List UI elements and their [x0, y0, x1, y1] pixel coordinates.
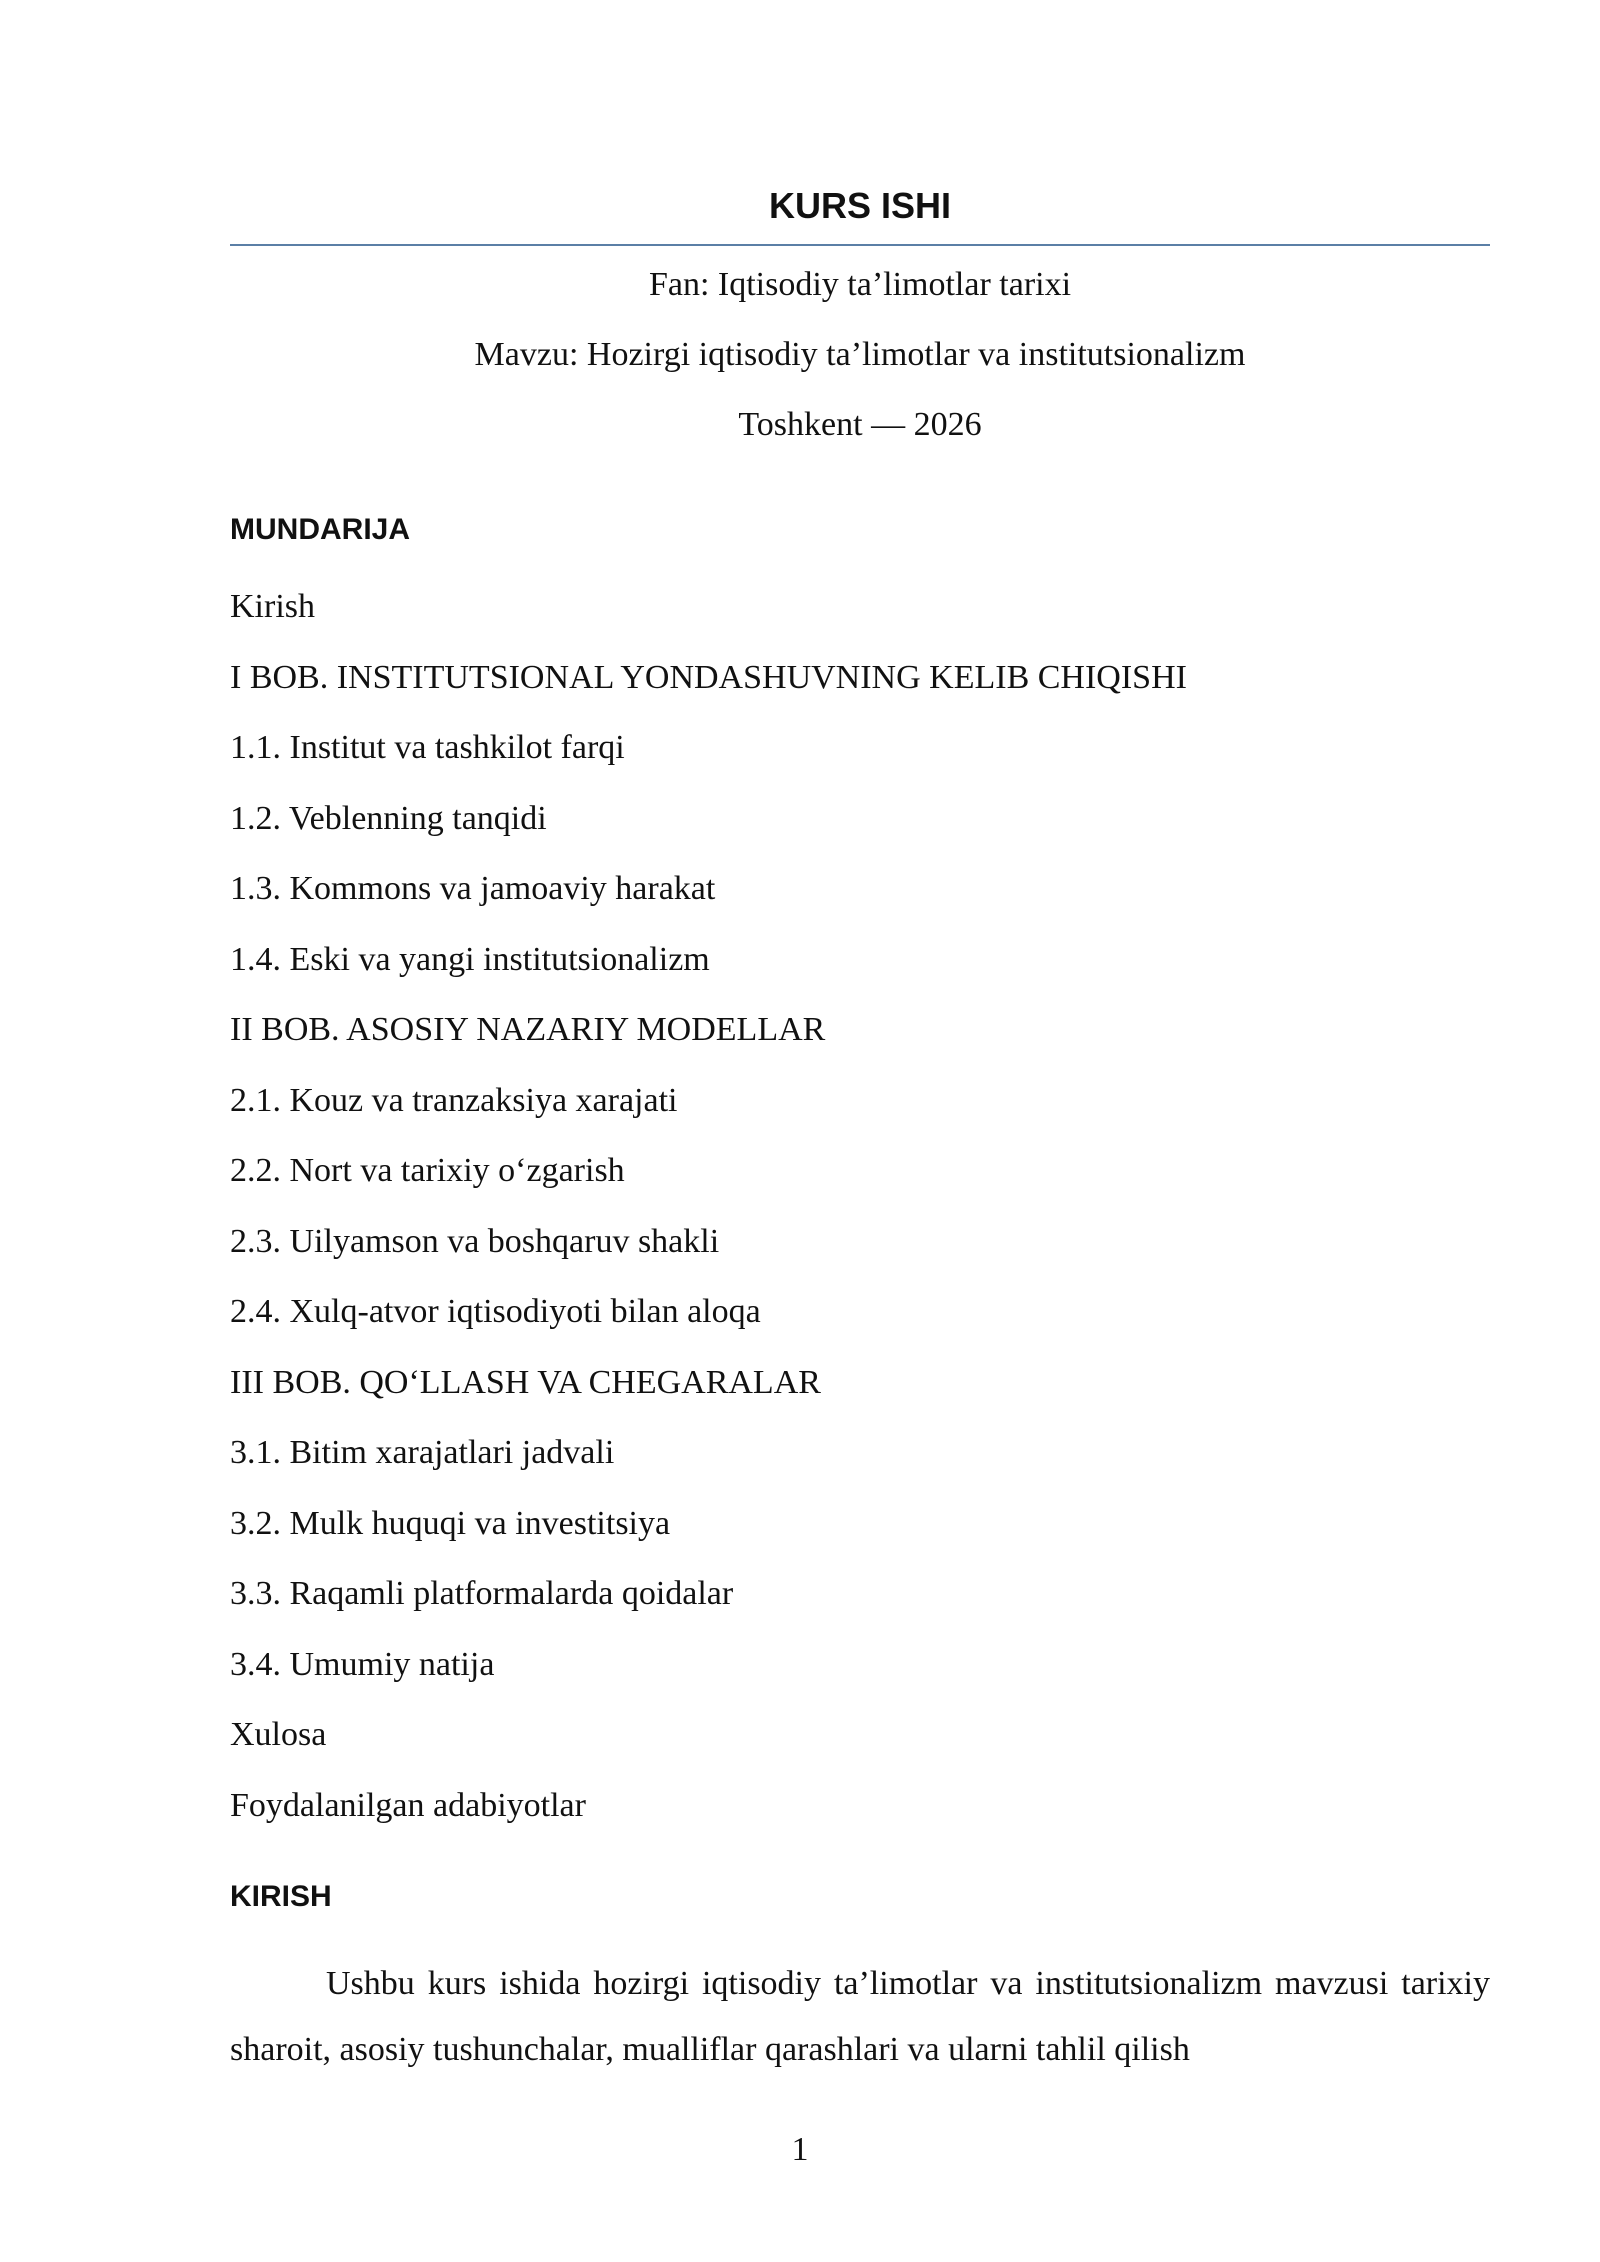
page-content: [230, 180, 1490, 2083]
toc-item-2-1: 2.1. Kouz va tranzaksiya xarajati: [230, 1081, 678, 1119]
topic-line: Mavzu: Hozirgi iqtisodiy ta’limotlar va institutsionalizm: [474, 336, 1246, 373]
toc-item-conclusion: Xulosa: [230, 1716, 327, 1753]
toc-item-2-2: 2.2. Nort va tarixiy o‘zgarish: [230, 1152, 625, 1189]
place-year-line: Toshkent — 2026: [738, 406, 982, 443]
toc-item-3-1: 3.1. Bitim xarajatlari jadvali: [230, 1434, 615, 1471]
toc-item-3-3: 3.3. Raqamli platformalarda qoidalar: [230, 1575, 734, 1612]
toc-item-references: Foydalanilgan adabiyotlar: [230, 1786, 586, 1824]
toc-list: [230, 572, 1490, 1841]
toc-item-1-4: 1.4. Eski va yangi institutsionalizm: [230, 940, 710, 978]
toc-item-introduction: Kirish: [230, 588, 315, 625]
toc-item-2-3: 2.3. Uilyamson va boshqaruv shakli: [230, 1222, 720, 1260]
toc-heading: MUNDARIJA: [230, 513, 410, 546]
toc-item-3-4: 3.4. Umumiy natija: [230, 1645, 495, 1683]
toc-item-3-2: 3.2. Mulk huquqi va investitsiya: [230, 1504, 671, 1542]
subject-line: Fan: Iqtisodiy ta’limotlar tarixi: [648, 266, 1072, 303]
toc-item-chapter-2: II BOB. ASOSIY NAZARIY MODELLAR: [230, 1011, 826, 1048]
toc-item-chapter-3: III BOB. QO‘LLASH VA CHEGARALAR: [230, 1363, 821, 1401]
toc-item-1-3: 1.3. Kommons va jamoaviy harakat: [230, 870, 716, 907]
intro-heading: KIRISH: [230, 1880, 332, 1913]
intro-paragraph: Ushbu kurs ishida hozirgi iqtisodiy ta’limotlar va institutsionalizm mavzusi tarixiy sharoit, asosiy tushunchalar, mualliflar qarashlari va ularni tahlil qilish: [230, 1965, 1490, 2068]
toc-item-1-1: 1.1. Institut va tashkilot farqi: [230, 729, 625, 766]
page-number: 1: [791, 2131, 809, 2168]
toc-item-2-4: 2.4. Xulq-atvor iqtisodiyoti bilan aloqa: [230, 1293, 761, 1330]
document-title: KURS ISHI: [230, 180, 1490, 246]
toc-item-chapter-1: I BOB. INSTITUTSIONAL YONDASHUVNING KELIB CHIQISHI: [230, 658, 1187, 696]
toc-item-1-2: 1.2. Veblenning tanqidi: [230, 799, 547, 837]
